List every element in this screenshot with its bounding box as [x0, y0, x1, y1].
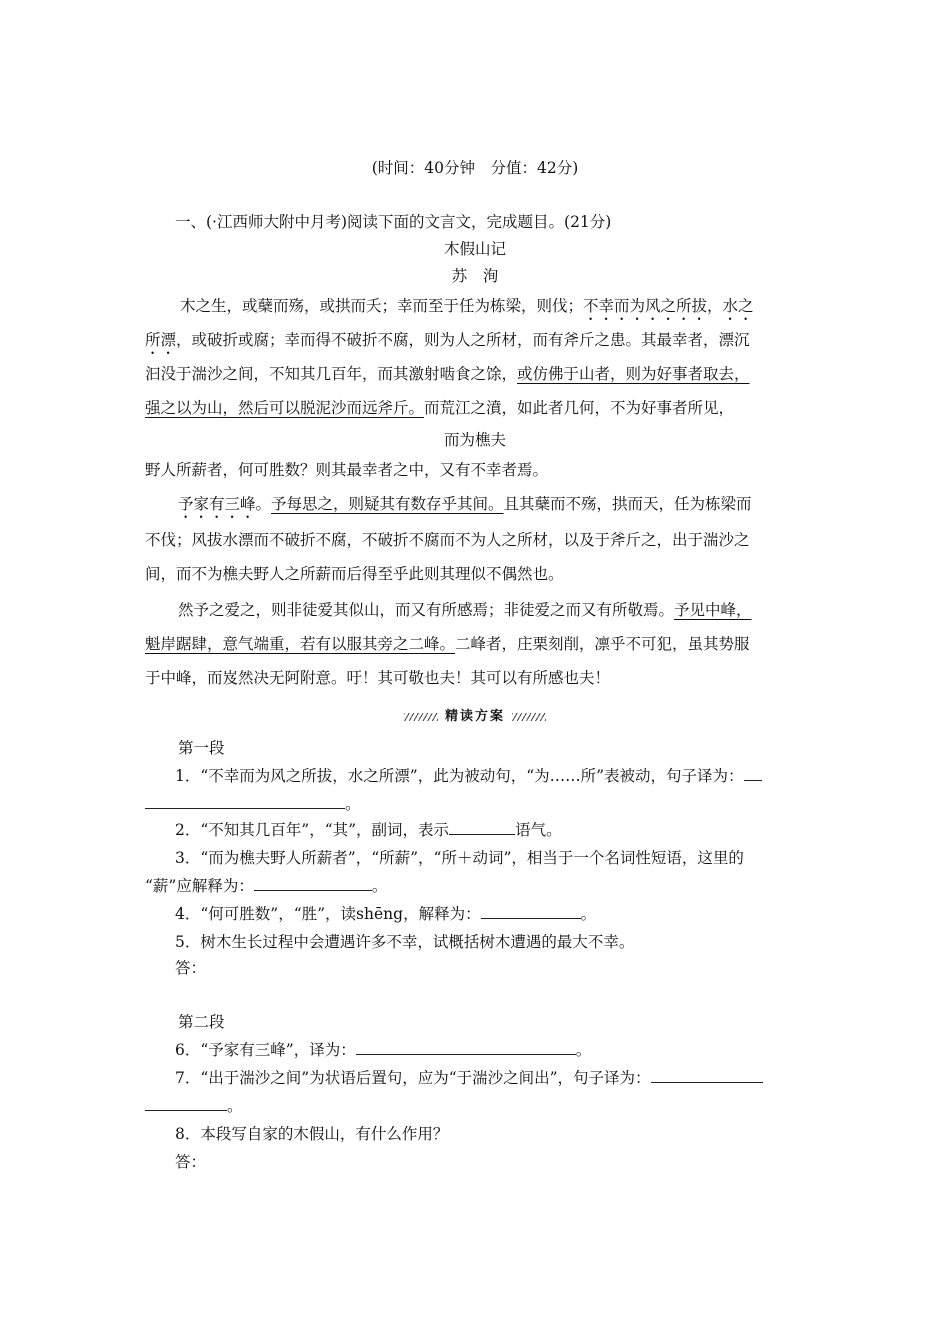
question-7-cont: 。: [145, 1096, 243, 1116]
hatch-decoration: [404, 713, 438, 721]
answer-blank[interactable]: [651, 1068, 763, 1083]
answer-blank[interactable]: [254, 876, 372, 891]
answer-blank[interactable]: [744, 766, 762, 781]
passage-line: 然予之爱之，则非徒爱其似山，而又有所感焉；非徒爱之而又有所敬焉。予见中峰，: [178, 601, 752, 619]
question-6: 6．“予家有三峰”，译为： 。: [175, 1041, 592, 1059]
question-1: 1．“不幸而为风之所拔，水之所漂”，此为被动句，“为……所”表被动，句子译为：: [175, 766, 762, 786]
section-heading: 精读方案: [0, 705, 950, 724]
underlined-sentence: 或仿佛于山者，则为好事者取去，: [517, 365, 750, 383]
underlined-sentence: 魁岸踞肆，意气端重，若有以服其旁之二峰。: [145, 635, 456, 653]
passage-line: 不伐；风拔水漂而不破折不腐，不破折不腐而不为人之所材，以及于斧斤之，出于湍沙之: [145, 531, 750, 549]
passage-line: 木之生，或蘖而殇，或拱而夭；幸而至于任为栋梁，则伐；不幸而为风之所拔，水之: [180, 297, 754, 315]
answer-blank[interactable]: [356, 1040, 576, 1055]
passage-line: 于中峰，而岌然决无阿附意。吁！其可敬也夫！其可以有所感也夫！: [145, 669, 611, 687]
hatch-decoration: [512, 713, 546, 721]
passage-line: 强之以为山，然后可以脱泥沙而远斧斤。而荒江之濆，如此者几何，不为好事者所见，: [145, 399, 735, 417]
emphasis-text: 予家有三峰。: [178, 495, 272, 513]
passage-line: 所漂，或破折或腐；幸而得不破折不腐，则为人之所材，而有斧斤之患。其最幸者，漂沉: [145, 331, 750, 349]
answer-blank[interactable]: [481, 904, 581, 919]
time-score: (时间：40分钟 分值：42分): [371, 159, 579, 177]
question-3: 3．“而为樵夫野人所薪者”，“所薪”，“所＋动词”，相当于一个名词性短语，这里的: [175, 849, 744, 867]
answer-blank[interactable]: [449, 820, 515, 835]
underlined-sentence: 予每思之，则疑其有数存乎其间。: [271, 495, 504, 513]
passage-line: 而为樵夫: [443, 431, 506, 449]
emphasis-text: 不幸而为风之所拔，水之: [583, 297, 754, 315]
answer-blank[interactable]: [145, 794, 345, 809]
article-title: 木假山记: [443, 240, 506, 258]
passage-line: 野人所薪者，何可胜数？则其最幸者之中，又有不幸者焉。: [145, 461, 549, 479]
question-4: 4．“何可胜数”，“胜”，读shēng，解释为： 。: [175, 905, 597, 923]
question-5: 5．树木生长过程中会遭遇许多不幸，试概括树木遭遇的最大不幸。: [175, 933, 635, 951]
emphasis-text: 所漂: [145, 331, 177, 349]
underlined-sentence: 予见中峰，: [674, 601, 752, 619]
question-2: 2．“不知其几百年”，“其”，副词，表示 语气。: [175, 821, 562, 839]
passage-line: 间，而不为樵夫野人之所薪而后得至乎此则其理似不偶然也。: [145, 565, 564, 583]
question-7: 7．“出于湍沙之间”为状语后置句，应为“于湍沙之间出”，句子译为：: [175, 1068, 763, 1088]
part-title: 第一段: [178, 739, 225, 757]
answer-blank[interactable]: [145, 1096, 227, 1111]
question-title: 一、(·江西师大附中月考)阅读下面的文言文，完成题目。(21分): [175, 213, 612, 231]
part-title: 第二段: [178, 1013, 225, 1031]
answer-label: 答：: [175, 959, 207, 977]
passage-line: 予家有三峰。予每思之，则疑其有数存乎其间。且其蘖而不殇，拱而天，任为栋梁而: [178, 495, 752, 513]
question-3-cont: “薪”应解释为： 。: [145, 877, 388, 895]
answer-label: 答：: [175, 1153, 207, 1171]
question-1-cont: 。: [145, 794, 361, 814]
passage-line: 汩没于湍沙之间，不知其几百年，而其激射啮食之馀，或仿佛于山者，则为好事者取去，: [145, 365, 750, 383]
article-author: 苏 洵: [451, 267, 499, 285]
question-8: 8．本段写自家的木假山，有什么作用？: [175, 1125, 449, 1143]
underlined-sentence: 强之以为山，然后可以脱泥沙而远斧斤。: [145, 399, 425, 417]
passage-line: 魁岸踞肆，意气端重，若有以服其旁之二峰。二峰者，庄栗刻削，凛乎不可犯，虽其势服: [145, 635, 750, 653]
